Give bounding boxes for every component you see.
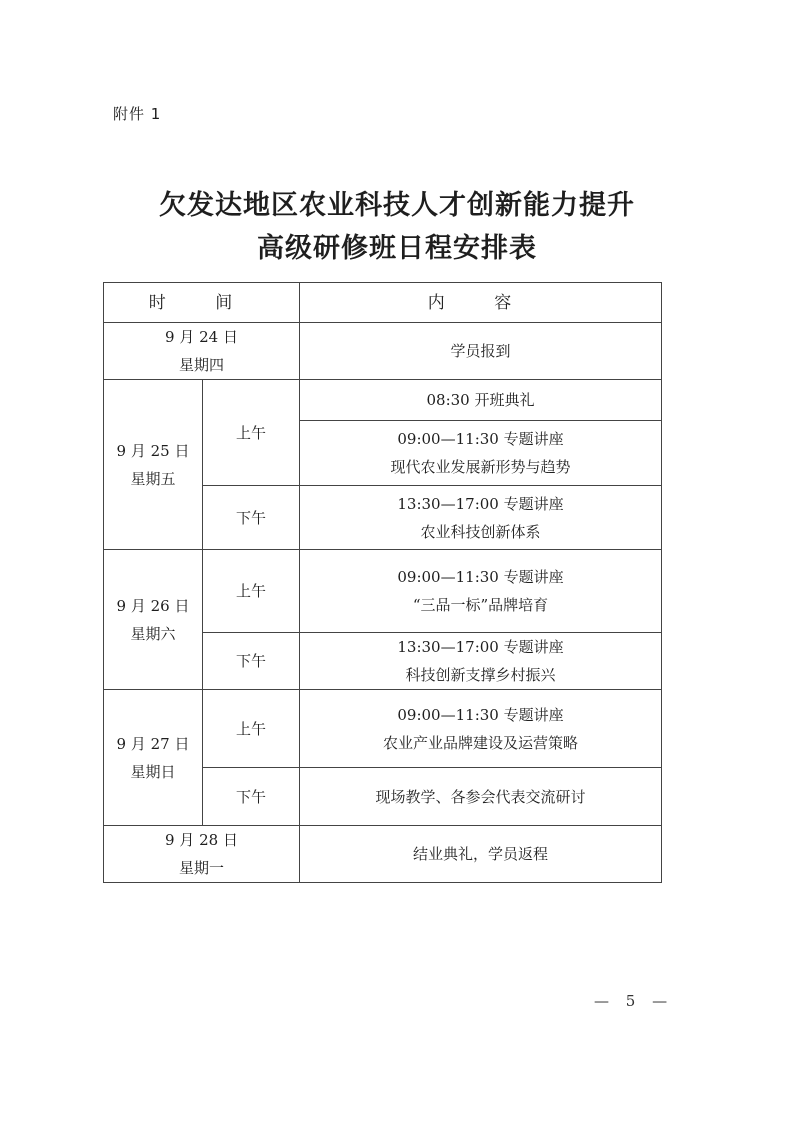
period-cell-afternoon [203, 486, 300, 550]
content-text: 现场教学、各参会代表交流研讨 [375, 787, 586, 806]
date-text: 9 月 26 日 [116, 596, 190, 615]
period-label: 下午 [235, 787, 266, 806]
content-cell [300, 421, 662, 486]
weekday-text: 星期四 [178, 356, 224, 374]
period-cell-morning [203, 690, 300, 768]
header-time: 时 间 [104, 283, 300, 323]
page-number: — 5 — [594, 992, 674, 1010]
content-text: 09:00—11:30 专题讲座 [397, 430, 564, 448]
document-title-line-2: 高级研修班日程安排表 [257, 233, 537, 264]
content-text: 农业科技创新体系 [420, 522, 541, 541]
period-cell-afternoon [203, 768, 300, 826]
table-row [104, 690, 662, 768]
document-title-line-1: 欠发达地区农业科技人才创新能力提升 [159, 190, 635, 221]
attachment-label: 附件 1 [113, 105, 162, 123]
content-text: “三品一标”品牌培育 [412, 596, 549, 614]
table-header-row [104, 283, 662, 323]
period-cell-morning [203, 380, 300, 486]
period-cell-morning [203, 550, 300, 633]
date-cell [104, 380, 203, 550]
weekday-text: 星期六 [130, 624, 176, 643]
content-text: 09:00—11:30 专题讲座 [397, 705, 564, 724]
content-cell [300, 690, 662, 768]
date-cell [104, 690, 203, 826]
period-label: 上午 [235, 582, 266, 600]
schedule-table [103, 282, 662, 883]
content-cell [300, 633, 662, 690]
content-text: 09:00—11:30 专题讲座 [397, 568, 564, 586]
content-text: 13:30—17:00 专题讲座 [397, 638, 564, 656]
content-text: 现代农业发展新形势与趋势 [390, 458, 571, 476]
content-text: 结业典礼，学员返程 [412, 845, 548, 863]
table-row [104, 550, 662, 633]
content-text: 学员报到 [450, 342, 511, 360]
date-text: 9 月 25 日 [116, 441, 190, 460]
date-text: 9 月 28 日 [165, 831, 238, 849]
period-cell-afternoon [203, 633, 300, 690]
weekday-text: 星期一 [178, 859, 224, 877]
content-cell [300, 826, 662, 883]
content-cell [300, 323, 662, 380]
date-cell [104, 323, 300, 380]
weekday-text: 星期五 [130, 469, 176, 488]
header-content: 内 容 [300, 283, 662, 323]
content-cell [300, 380, 662, 421]
table-row [104, 380, 662, 421]
period-label: 上午 [235, 719, 266, 738]
weekday-text: 星期日 [130, 762, 176, 781]
table-row [104, 323, 662, 380]
date-text: 9 月 27 日 [116, 734, 190, 753]
content-text: 科技创新支撑乡村振兴 [405, 666, 556, 684]
content-cell [300, 768, 662, 826]
date-cell [104, 826, 300, 883]
content-text: 08:30 开班典礼 [426, 391, 535, 409]
content-text: 农业产业品牌建设及运营策略 [382, 733, 578, 752]
content-text: 13:30—17:00 专题讲座 [397, 494, 564, 513]
period-label: 下午 [235, 652, 266, 670]
period-label: 上午 [235, 423, 266, 442]
table-row [104, 826, 662, 883]
date-cell [104, 550, 203, 690]
content-cell [300, 486, 662, 550]
content-cell [300, 550, 662, 633]
period-label: 下午 [235, 508, 266, 527]
date-text: 9 月 24 日 [165, 328, 238, 346]
